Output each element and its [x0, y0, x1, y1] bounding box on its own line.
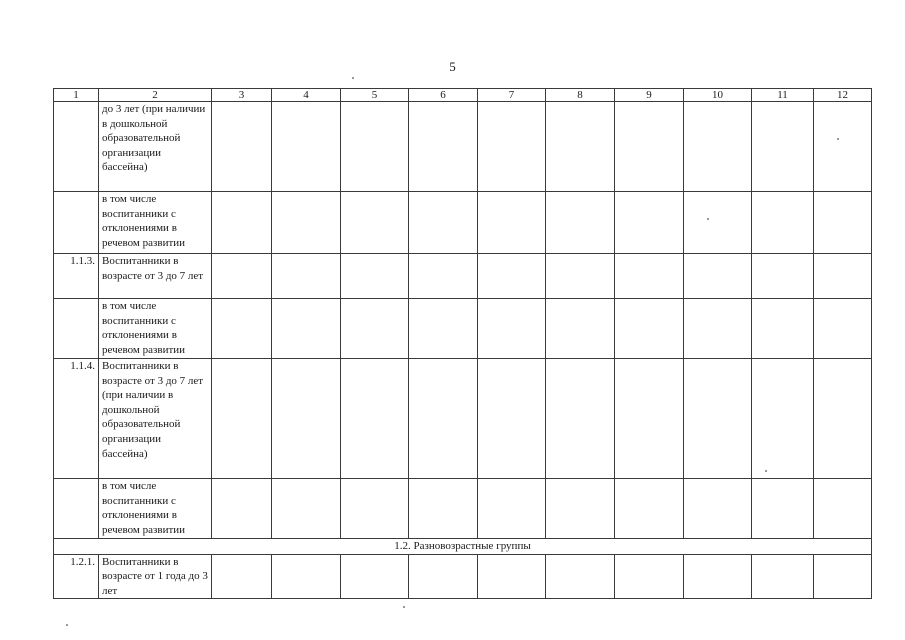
row-label-cell: в том числе воспитанники с отклонениями в речевом развитии [99, 299, 212, 359]
scan-speck [66, 624, 68, 626]
table-row [54, 359, 872, 479]
table-row [54, 102, 872, 192]
scan-speck [403, 606, 405, 608]
table-row [54, 192, 872, 254]
scan-speck [707, 218, 709, 220]
row-number-cell [54, 299, 99, 359]
table-row [54, 299, 872, 359]
column-header: 8 [546, 89, 615, 102]
table-row [54, 554, 872, 599]
row-number-cell: 1.1.3. [54, 254, 99, 299]
column-header-row [54, 89, 872, 102]
row-label-cell: Воспитанники в возрасте от 3 до 7 лет [99, 254, 212, 299]
row-number-cell [54, 192, 99, 254]
section-row [54, 539, 872, 555]
column-header: 6 [409, 89, 478, 102]
scan-speck [765, 470, 767, 472]
row-label-cell: Воспитанники в возрасте от 1 года до 3 лет [99, 554, 212, 599]
column-header: 11 [752, 89, 814, 102]
column-header: 1 [54, 89, 99, 102]
row-label-cell: Воспитанники в возрасте от 3 до 7 лет (при наличии в дошкольной образовательной организации бассейна) [99, 359, 212, 479]
column-header: 2 [99, 89, 212, 102]
row-label-cell: до 3 лет (при наличии в дошкольной образовательной организации бассейна) [99, 102, 212, 192]
table-row [54, 254, 872, 299]
column-header: 4 [272, 89, 341, 102]
page-number: 5 [449, 59, 456, 74]
row-number-cell: 1.2.1. [54, 554, 99, 599]
scan-speck [837, 138, 839, 140]
row-label-cell: в том числе воспитанники с отклонениями в речевом развитии [99, 479, 212, 539]
row-number-cell [54, 479, 99, 539]
row-label-cell: в том числе воспитанники с отклонениями в речевом развитии [99, 192, 212, 254]
table-row [54, 479, 872, 539]
scan-speck [352, 77, 354, 79]
column-header: 9 [615, 89, 684, 102]
row-number-cell [54, 102, 99, 192]
column-header: 3 [212, 89, 272, 102]
data-table [53, 88, 872, 599]
row-number-cell: 1.1.4. [54, 359, 99, 479]
column-header: 7 [478, 89, 546, 102]
column-header: 5 [341, 89, 409, 102]
column-header: 12 [814, 89, 872, 102]
column-header: 10 [684, 89, 752, 102]
section-title: 1.2. Разновозрастные группы [54, 539, 872, 555]
